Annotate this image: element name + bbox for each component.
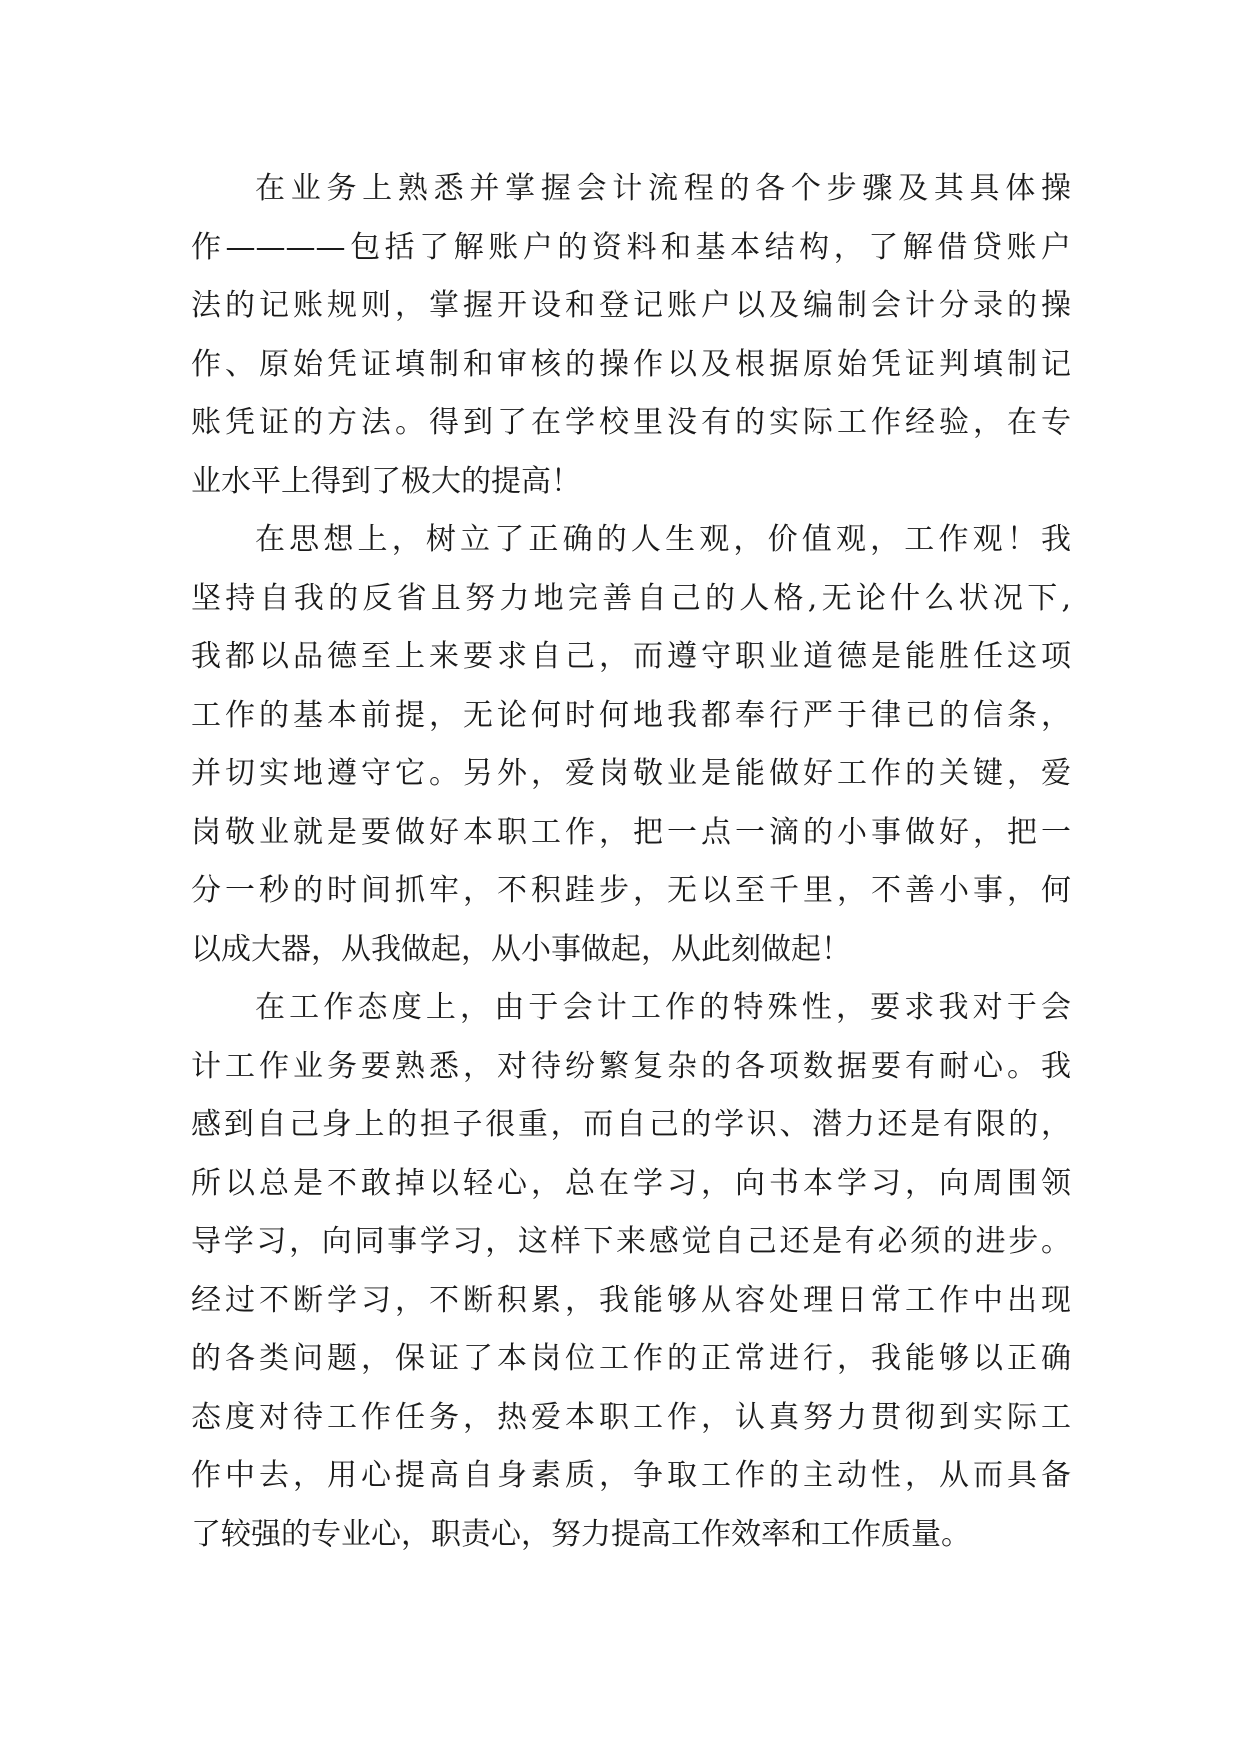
text-line: 分一秒的时间抓牢，不积跬步，无以至千里，不善小事，何	[191, 873, 1071, 908]
text-line: 在思想上，树立了正确的人生观，价值观，工作观！我	[255, 522, 1071, 557]
text-line: 工作的基本前提，无论何时何地我都奉行严于律已的信条，	[191, 697, 1071, 733]
text-line: 的各类问题，保证了本岗位工作的正常进行，我能够以正确	[191, 1341, 1071, 1376]
text-line: 了较强的专业心，职责心，努力提高工作效率和工作质量。	[191, 1516, 971, 1552]
text-line: 以成大器，从我做起，从小事做起，从此刻做起！	[191, 931, 851, 967]
text-line: 业水平上得到了极大的提高！	[191, 463, 581, 499]
text-line: 在工作态度上，由于会计工作的特殊性，要求我对于会	[255, 990, 1071, 1025]
text-line: 账凭证的方法。得到了在学校里没有的实际工作经验，在专	[191, 405, 1071, 440]
paragraph-business-skills	[191, 160, 1071, 511]
text-line: 计工作业务要熟悉，对待纷繁复杂的各项数据要有耐心。我	[191, 1048, 1071, 1084]
text-line: 坚持自我的反省且努力地完善自己的人格,无论什么状况下,	[191, 580, 1071, 616]
document-body	[191, 160, 1071, 1564]
paragraph-work-attitude	[191, 979, 1071, 1564]
text-line: 在业务上熟悉并掌握会计流程的各个步骤及其具体操	[255, 171, 1071, 206]
text-line: 感到自己身上的担子很重，而自己的学识、潜力还是有限的，	[191, 1107, 1071, 1142]
text-line: 法的记账规则，掌握开设和登记账户以及编制会计分录的操	[191, 288, 1071, 323]
text-line: 经过不断学习，不断积累，我能够从容处理日常工作中出现	[191, 1282, 1071, 1318]
text-line: 态度对待工作任务，热爱本职工作，认真努力贯彻到实际工	[191, 1399, 1071, 1435]
text-line: 我都以品德至上来要求自己，而遵守职业道德是能胜任这项	[191, 639, 1071, 674]
text-line: 岗敬业就是要做好本职工作，把一点一滴的小事做好，把一	[191, 814, 1071, 850]
text-line: 作————包括了解账户的资料和基本结构，了解借贷账户	[191, 229, 1071, 265]
text-line: 作中去，用心提高自身素质，争取工作的主动性，从而具备	[191, 1458, 1071, 1493]
paragraph-ideology	[191, 511, 1071, 979]
text-line: 并切实地遵守它。另外，爱岗敬业是能做好工作的关键，爱	[191, 756, 1071, 791]
text-line: 导学习，向同事学习，这样下来感觉自己还是有必须的进步。	[191, 1224, 1071, 1259]
text-line: 所以总是不敢掉以轻心，总在学习，向书本学习，向周围领	[191, 1165, 1071, 1201]
text-line: 作、原始凭证填制和审核的操作以及根据原始凭证判填制记	[191, 346, 1071, 382]
